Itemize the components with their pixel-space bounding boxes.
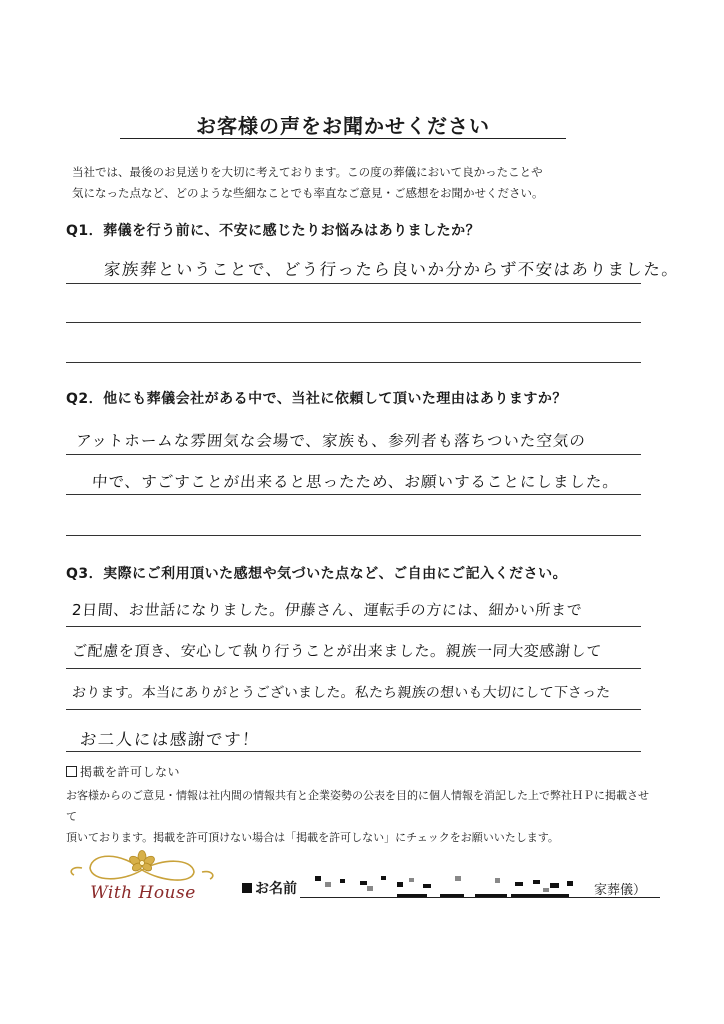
answer-rule: [66, 362, 641, 363]
answer-rule: [66, 709, 641, 710]
question-3-answer-line-4: お二人には感謝です！: [79, 730, 261, 749]
page-title: お客様の声をお聞かせください: [196, 114, 490, 138]
consent-checkbox[interactable]: [66, 766, 77, 777]
answer-rule: [66, 494, 641, 495]
answer-rule: [66, 454, 641, 455]
answer-rule: [66, 322, 641, 323]
consent-checkbox-label: 掲載を許可しない: [80, 765, 181, 779]
logo-wordmark: With House: [90, 883, 196, 903]
consent-checkbox-row[interactable]: [66, 763, 180, 780]
question-1-label: Q1．葬儀を行う前に、不安に感じたりお悩みはありましたか？: [66, 223, 481, 239]
name-suffix: 家葬儀）: [594, 883, 647, 898]
answer-rule: [66, 668, 641, 669]
answer-rule: [66, 626, 641, 627]
question-3-answer-line-3: おります。本当にありがとうございました。私たち親族の想いも大切にして下さった: [71, 685, 611, 701]
black-square-icon: [242, 883, 252, 893]
answer-rule: [66, 283, 641, 284]
company-logo: [62, 848, 222, 910]
answer-rule: [66, 535, 641, 536]
redacted-name-mosaic: [305, 870, 585, 900]
question-2-answer-line-2: 中で、すごすことが出来ると思ったため、お願いすることにしました。: [91, 473, 620, 491]
question-2-label: Q2．他にも葬儀会社がある中で、当社に依頼して頂いた理由はありますか？: [66, 391, 567, 407]
question-3-label: Q3．実際にご利用頂いた感想や気づいた点など、ご自由にご記入ください。: [66, 566, 568, 582]
flower-ribbon-logo-icon: [62, 848, 222, 888]
answer-rule: [66, 751, 641, 752]
name-label-text: お名前: [255, 881, 297, 897]
question-2-answer-line-1: アットホームな雰囲気な会場で、家族も、参列者も落ちついた空気の: [75, 432, 587, 450]
question-3-answer-line-1: 2日間、お世話になりました。伊藤さん、運転手の方には、細かい所まで: [71, 601, 583, 619]
consent-notice: お客様からのご意見・情報は社内間の情報共有と企業姿勢の公表を目的に個人情報を消記した上で弊社ＨＰに掲載させて 頂いております。掲載を許可頂けない場合は「掲載を許可しない」にチェックをお願いいたします。: [66, 789, 649, 844]
intro-text: 当社では、最後のお見送りを大切に考えております。この度の葬儀において良かったことや 気になった点など、どのような些細なことでも率直なご意見・ご感想をお聞かせください。: [72, 165, 544, 200]
title-underline: [120, 138, 566, 139]
question-1-answer-line-1: 家族葬ということで、どう行ったら良いか分からず不安はありました。: [103, 260, 681, 279]
question-3-answer-line-2: ご配慮を頂き、安心して執り行うことが出来ました。親族一同大変感謝して: [71, 642, 603, 660]
name-field-label: [242, 878, 297, 898]
